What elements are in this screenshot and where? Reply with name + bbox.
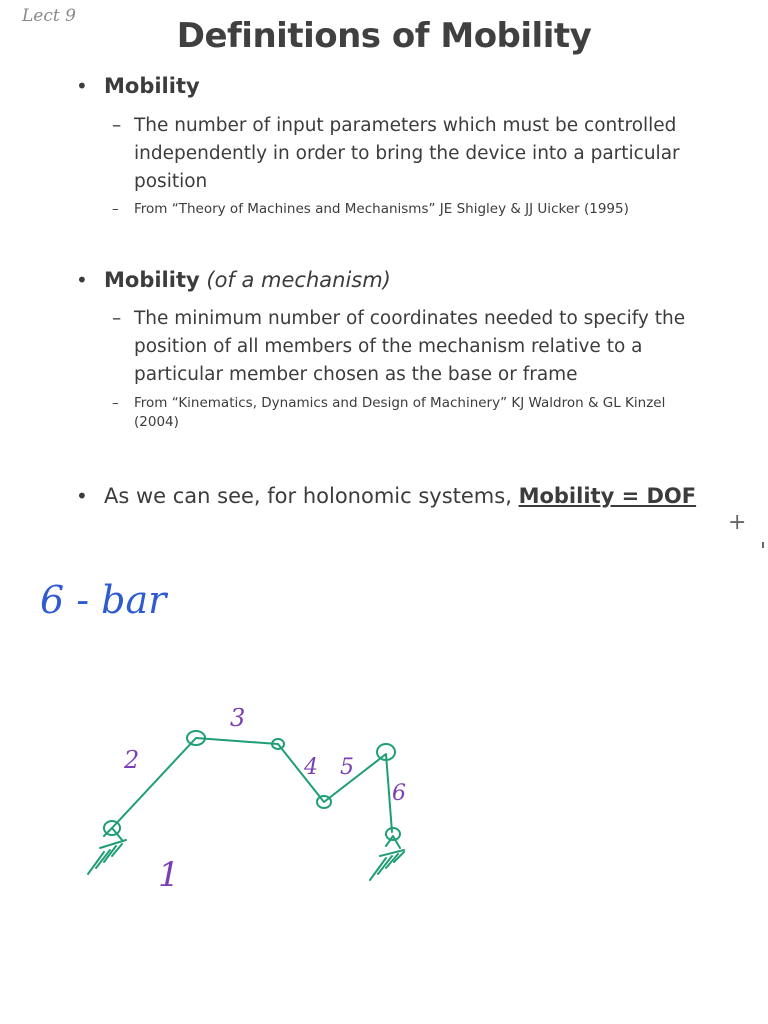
bullet-dot: • bbox=[76, 484, 88, 508]
bullet-2-definition: The minimum number of coordinates needed to specify the position of all members of the mechanism relative to a particular member chosen as the base or frame bbox=[134, 308, 686, 385]
corner-note: Lect 9 bbox=[22, 6, 76, 26]
dash: – bbox=[112, 201, 119, 217]
conclusion-emphasis: Mobility = DOF bbox=[518, 484, 697, 508]
linkage-path bbox=[112, 738, 392, 832]
ground-hatch-left bbox=[88, 828, 126, 874]
bullet-1-definition: The number of input parameters which must be controlled independently in order to bring the device into a particular position bbox=[134, 115, 680, 192]
bullet-2-qualifier: (of a mechanism) bbox=[206, 268, 391, 292]
dash: – bbox=[112, 308, 122, 329]
link-label-1: 1 bbox=[158, 855, 180, 890]
bullet-2-definition-row bbox=[112, 305, 714, 389]
link-label-4: 4 bbox=[304, 755, 318, 780]
bullet-2-term: Mobility bbox=[104, 268, 200, 292]
bullet-1-definition-row bbox=[112, 112, 714, 196]
bullet-1-term: Mobility bbox=[104, 74, 200, 98]
link-label-3: 3 bbox=[230, 704, 246, 732]
bullet-1-source-row bbox=[112, 200, 714, 219]
dash: – bbox=[112, 115, 122, 136]
bullet-2-source: From “Kinematics, Dynamics and Design of Machinery” KJ Waldron & GL Kinzel (2004) bbox=[134, 395, 666, 430]
bullet-1-source: From “Theory of Machines and Mechanisms” JE Shigley & JJ Uicker (1995) bbox=[134, 201, 629, 217]
six-bar-linkage-sketch bbox=[0, 690, 768, 890]
page-title: Definitions of Mobility bbox=[176, 16, 592, 56]
handwritten-heading: 6 - bar bbox=[40, 578, 167, 622]
dash: – bbox=[112, 395, 119, 411]
conclusion-text: As we can see, for holonomic systems, bbox=[104, 484, 512, 508]
link-label-6: 6 bbox=[392, 781, 406, 806]
margin-mark: + bbox=[728, 510, 747, 535]
ground-pivot-right bbox=[386, 828, 400, 840]
bullet-dot: • bbox=[76, 268, 88, 292]
ground-hatch-right bbox=[370, 836, 404, 880]
link-label-2: 2 bbox=[124, 746, 140, 774]
bullet-2-source-row bbox=[112, 394, 714, 432]
bullet-1 bbox=[76, 74, 200, 98]
margin-tick bbox=[762, 542, 764, 548]
bullet-2 bbox=[76, 268, 391, 292]
link-label-5: 5 bbox=[340, 755, 354, 780]
bullet-dot: • bbox=[76, 74, 88, 98]
conclusion-bullet bbox=[76, 484, 696, 508]
